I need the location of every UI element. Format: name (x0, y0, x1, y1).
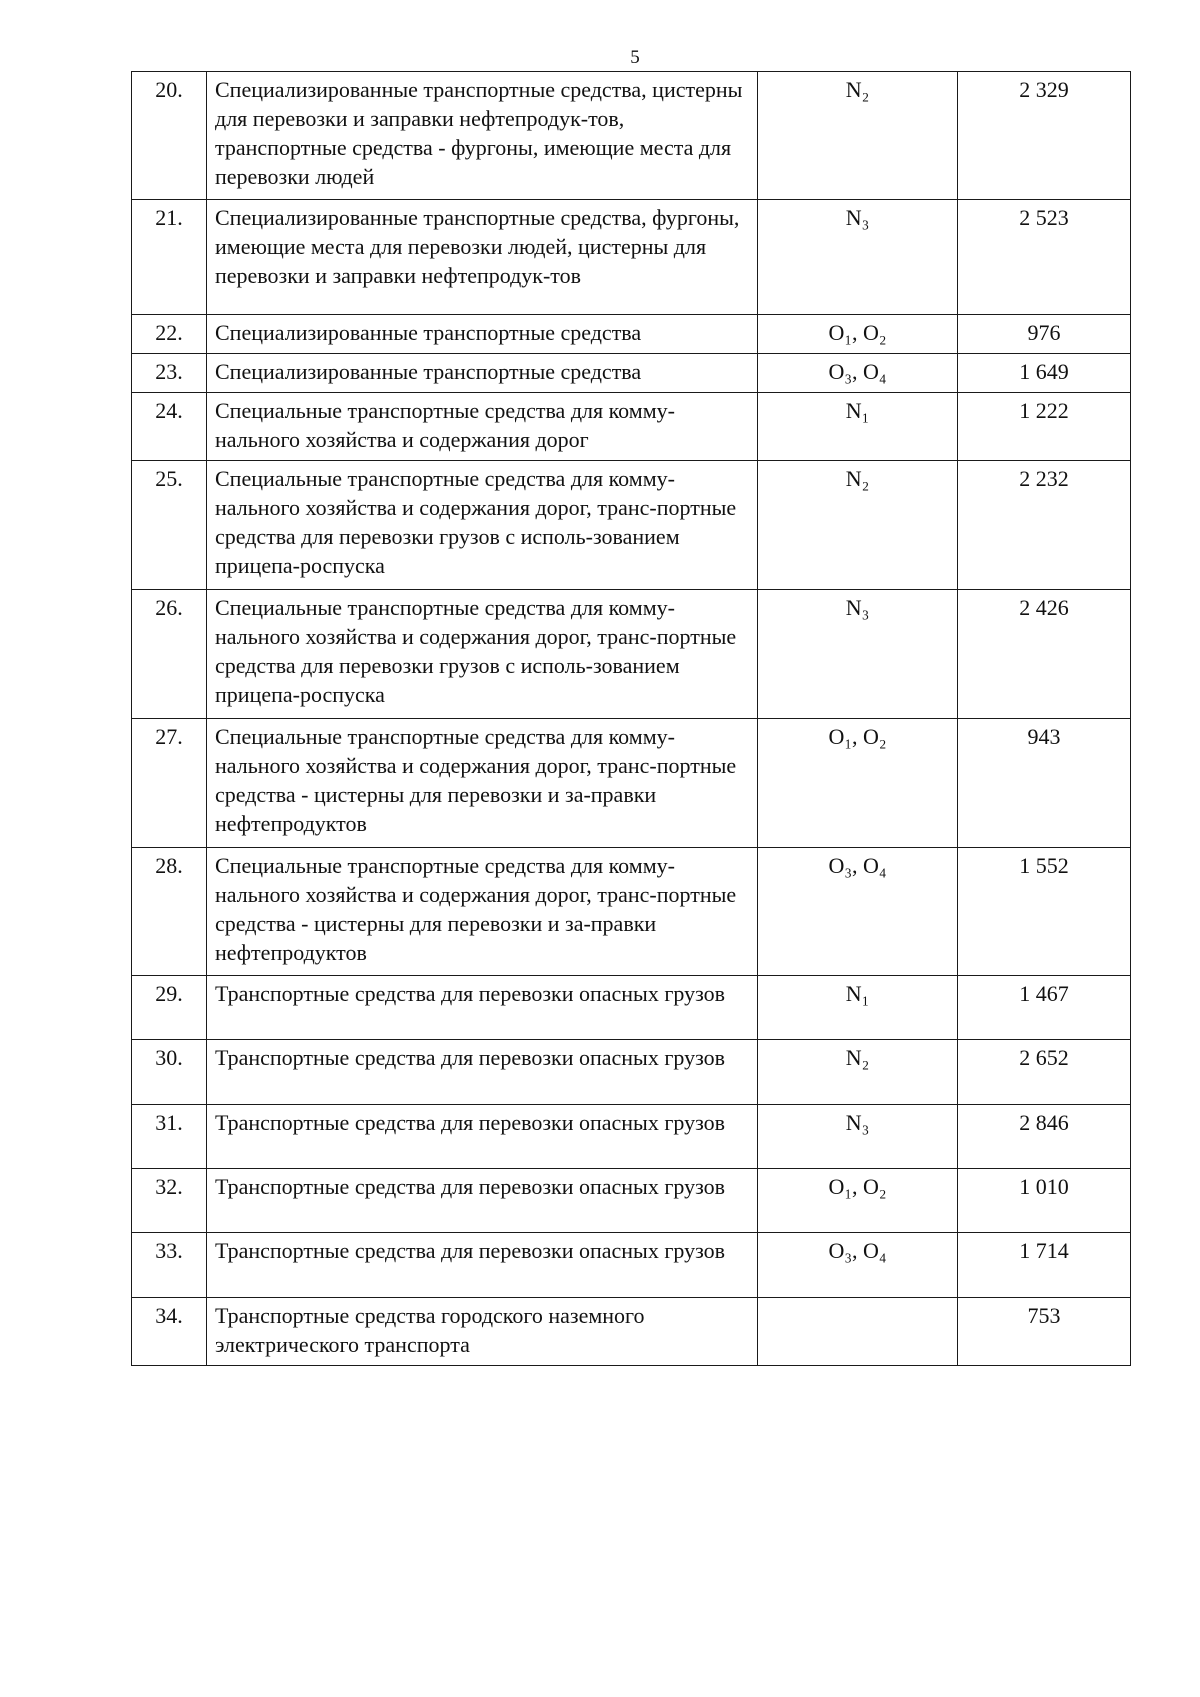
row-value: 2 232 (958, 461, 1131, 590)
row-value: 1 467 (958, 976, 1131, 1040)
row-value: 753 (958, 1298, 1131, 1366)
row-value: 1 552 (958, 848, 1131, 976)
row-number: 33. (132, 1233, 207, 1298)
row-number: 21. (132, 200, 207, 315)
vehicle-category: O₁, O₂ (758, 1169, 958, 1233)
row-value: 2 523 (958, 200, 1131, 315)
row-value: 943 (958, 719, 1131, 848)
vehicle-type: Транспортные средства для перевозки опасных грузов (207, 1233, 758, 1298)
row-number: 30. (132, 1040, 207, 1105)
vehicle-type: Транспортные средства для перевозки опасных грузов (207, 976, 758, 1040)
vehicle-category: N₁ (758, 393, 958, 461)
table-row (132, 315, 1131, 354)
table-row (132, 848, 1131, 976)
table-row (132, 1233, 1131, 1298)
vehicle-category: N₂ (758, 72, 958, 200)
row-number: 29. (132, 976, 207, 1040)
table-row (132, 200, 1131, 315)
row-value: 2 426 (958, 590, 1131, 719)
vehicle-type: Специализированные транспортные средства, фургоны, имеющие места для перевозки людей, цистерны для перевозки и заправки нефтепродук-тов (207, 200, 758, 315)
row-number: 34. (132, 1298, 207, 1366)
vehicle-category: N₁ (758, 976, 958, 1040)
row-number: 20. (132, 72, 207, 200)
vehicle-type: Транспортные средства городского наземного электрического транспорта (207, 1298, 758, 1366)
vehicle-type: Транспортные средства для перевозки опасных грузов (207, 1105, 758, 1169)
table-row (132, 72, 1131, 200)
table-row (132, 1169, 1131, 1233)
row-value: 2 652 (958, 1040, 1131, 1105)
vehicle-category: O₃, O₄ (758, 1233, 958, 1298)
vehicle-type: Специализированные транспортные средства (207, 315, 758, 354)
vehicle-type: Специальные транспортные средства для комму-нального хозяйства и содержания дорог, транс-портные средства - цистерны для перевозки и за-правки нефтепродуктов (207, 848, 758, 976)
table-row (132, 1298, 1131, 1366)
vehicle-type: Транспортные средства для перевозки опасных грузов (207, 1169, 758, 1233)
table-row (132, 1105, 1131, 1169)
table-row (132, 393, 1131, 461)
vehicle-type: Специальные транспортные средства для комму-нального хозяйства и содержания дорог (207, 393, 758, 461)
table-row (132, 1040, 1131, 1105)
vehicle-type: Специализированные транспортные средства (207, 354, 758, 393)
vehicle-category-table (131, 71, 1131, 1366)
vehicle-category: N₃ (758, 590, 958, 719)
table-row (132, 719, 1131, 848)
row-number: 27. (132, 719, 207, 848)
row-number: 25. (132, 461, 207, 590)
row-number: 26. (132, 590, 207, 719)
vehicle-type: Специальные транспортные средства для комму-нального хозяйства и содержания дорог, транс-портные средства для перевозки грузов с исполь-зованием прицепа-роспуска (207, 590, 758, 719)
vehicle-type: Специализированные транспортные средства, цистерны для перевозки и заправки нефтепродук-тов, транспортные средства - фургоны, имеющие места для перевозки людей (207, 72, 758, 200)
vehicle-type: Специальные транспортные средства для комму-нального хозяйства и содержания дорог, транс-портные средства - цистерны для перевозки и за-правки нефтепродуктов (207, 719, 758, 848)
row-value: 1 714 (958, 1233, 1131, 1298)
row-number: 31. (132, 1105, 207, 1169)
vehicle-type: Специальные транспортные средства для комму-нального хозяйства и содержания дорог, транс-портные средства для перевозки грузов с исполь-зованием прицепа-роспуска (207, 461, 758, 590)
vehicle-category: O₃, O₄ (758, 354, 958, 393)
row-number: 32. (132, 1169, 207, 1233)
page-number: 5 (630, 47, 640, 68)
vehicle-category: O₃, O₄ (758, 848, 958, 976)
vehicle-category (758, 1298, 958, 1366)
row-value: 976 (958, 315, 1131, 354)
row-value: 1 010 (958, 1169, 1131, 1233)
vehicle-category: N₂ (758, 461, 958, 590)
table-row (132, 976, 1131, 1040)
row-number: 24. (132, 393, 207, 461)
row-value: 1 222 (958, 393, 1131, 461)
table-row (132, 461, 1131, 590)
table-row (132, 590, 1131, 719)
row-number: 23. (132, 354, 207, 393)
row-value: 1 649 (958, 354, 1131, 393)
vehicle-category: O₁, O₂ (758, 315, 958, 354)
vehicle-category: N₃ (758, 1105, 958, 1169)
vehicle-category: O₁, O₂ (758, 719, 958, 848)
row-value: 2 329 (958, 72, 1131, 200)
table-body (132, 72, 1131, 1366)
table-row (132, 354, 1131, 393)
vehicle-category: N₂ (758, 1040, 958, 1105)
vehicle-type: Транспортные средства для перевозки опасных грузов (207, 1040, 758, 1105)
vehicle-category: N₃ (758, 200, 958, 315)
row-value: 2 846 (958, 1105, 1131, 1169)
row-number: 22. (132, 315, 207, 354)
row-number: 28. (132, 848, 207, 976)
